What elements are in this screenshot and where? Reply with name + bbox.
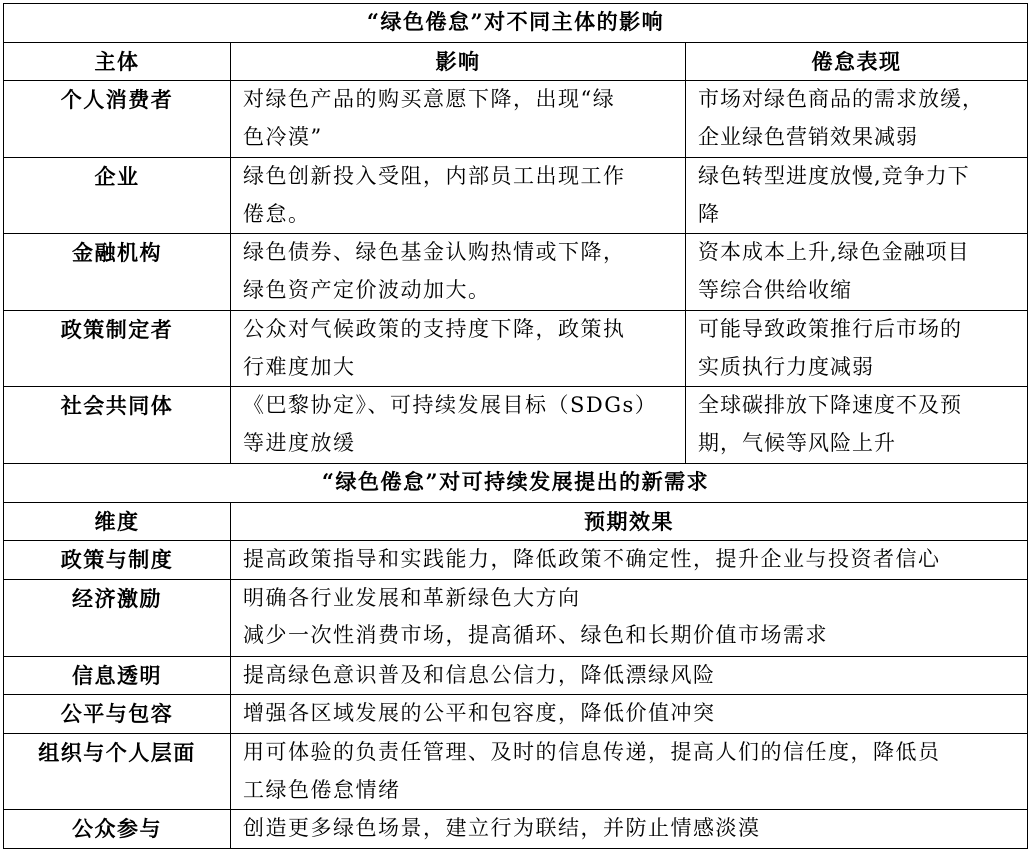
effect-cell	[231, 541, 1028, 580]
manifestation-line: 企业绿色营销效果减弱	[698, 124, 918, 149]
manifestation-line: 等综合供给收缩	[698, 277, 852, 302]
impact-line: 绿色资产定价波动加大。	[243, 277, 491, 302]
manifestation-line: 资本成本上升,绿色金融项目	[698, 240, 970, 264]
table2-title: “绿色倦怠”对可持续发展提出的新需求	[4, 464, 1028, 503]
impact-cell	[231, 234, 686, 311]
table-row	[4, 541, 1028, 580]
manifestation-line: 市场对绿色商品的需求放缓，	[698, 87, 984, 111]
table1-header-row	[4, 43, 1028, 81]
impact-line: 绿色债券、绿色基金认购热情或下降，	[243, 240, 626, 264]
impact-line: 色冷漠”	[243, 124, 323, 149]
effect-line: 减少一次性消费市场，提高循环、绿色和长期价值市场需求	[243, 623, 828, 647]
subject-cell: 金融机构	[4, 234, 231, 311]
effect-line: 明确各行业发展和革新绿色大方向	[243, 585, 581, 610]
effect-line: 增强各区域发展的公平和包容度，降低价值冲突	[243, 701, 716, 725]
manifestation-cell	[686, 234, 1028, 311]
effect-line: 创造更多绿色场景，建立行为联结，并防止情感淡漠	[243, 816, 761, 840]
manifestation-line: 降	[698, 201, 720, 226]
effect-line: 提高政策指导和实践能力，降低政策不确定性，提升企业与投资者信心	[243, 547, 941, 571]
impact-cell	[231, 387, 686, 464]
impact-cell	[231, 311, 686, 387]
dimension-cell: 公众参与	[4, 810, 231, 849]
table-row	[4, 656, 1028, 695]
table-row	[4, 810, 1028, 849]
effect-line: 用可体验的负责任管理、及时的信息传递，提高人们的信任度，降低员	[243, 740, 941, 764]
dimension-cell: 公平与包容	[4, 695, 231, 734]
table-row	[4, 695, 1028, 734]
impact-line: 对绿色产品的购买意愿下降，出现“绿	[243, 87, 616, 111]
dimension-cell: 经济激励	[4, 579, 231, 656]
effect-cell	[231, 656, 1028, 695]
header-expected-effect: 预期效果	[231, 503, 1028, 541]
effect-line: 提高绿色意识普及和信息公信力，降低漂绿风险	[243, 662, 716, 687]
manifestation-line: 实质执行力度减弱	[698, 354, 874, 379]
impact-line: 倦怠。	[243, 201, 311, 226]
table-row	[4, 311, 1028, 387]
table2-header-row	[4, 503, 1028, 541]
table-row	[4, 158, 1028, 234]
subject-cell: 政策制定者	[4, 311, 231, 387]
header-manifestation: 倦怠表现	[686, 43, 1028, 81]
manifestation-line: 可能导致政策推行后市场的	[698, 317, 962, 341]
header-subject: 主体	[4, 43, 231, 81]
effect-cell	[231, 579, 1028, 656]
table-row	[4, 81, 1028, 158]
table-row	[4, 234, 1028, 311]
table-row	[4, 387, 1028, 464]
impact-line: 《巴黎协定》、可持续发展目标（SDGs）	[243, 393, 658, 417]
dimension-cell: 信息透明	[4, 656, 231, 695]
manifestation-line: 全球碳排放下降速度不及预	[698, 393, 962, 417]
effect-cell	[231, 734, 1028, 810]
table-row	[4, 734, 1028, 810]
impact-line: 公众对气候政策的支持度下降，政策执	[243, 317, 626, 341]
table1-title-row	[4, 4, 1028, 43]
manifestation-line: 期，气候等风险上升	[698, 430, 896, 455]
impact-line: 行难度加大	[243, 354, 356, 379]
subject-cell: 社会共同体	[4, 387, 231, 464]
effect-cell	[231, 695, 1028, 734]
subject-cell: 个人消费者	[4, 81, 231, 158]
manifestation-line: 绿色转型进度放慢,竞争力下	[698, 164, 970, 188]
table1-title: “绿色倦怠”对不同主体的影响	[4, 4, 1028, 43]
impact-cell	[231, 158, 686, 234]
dimension-cell: 政策与制度	[4, 541, 231, 580]
header-impact: 影响	[231, 43, 686, 81]
manifestation-cell	[686, 158, 1028, 234]
manifestation-cell	[686, 387, 1028, 464]
impact-cell	[231, 81, 686, 158]
table-row	[4, 579, 1028, 656]
effect-cell	[231, 810, 1028, 849]
impact-line: 等进度放缓	[243, 430, 356, 455]
manifestation-cell	[686, 311, 1028, 387]
table2-title-row	[4, 464, 1028, 503]
header-dimension: 维度	[4, 503, 231, 541]
green-fatigue-table	[3, 3, 1028, 849]
dimension-cell: 组织与个人层面	[4, 734, 231, 810]
manifestation-cell	[686, 81, 1028, 158]
impact-line: 绿色创新投入受阻，内部员工出现工作	[243, 164, 626, 188]
subject-cell: 企业	[4, 158, 231, 234]
effect-line: 工绿色倦怠情绪	[243, 777, 401, 802]
